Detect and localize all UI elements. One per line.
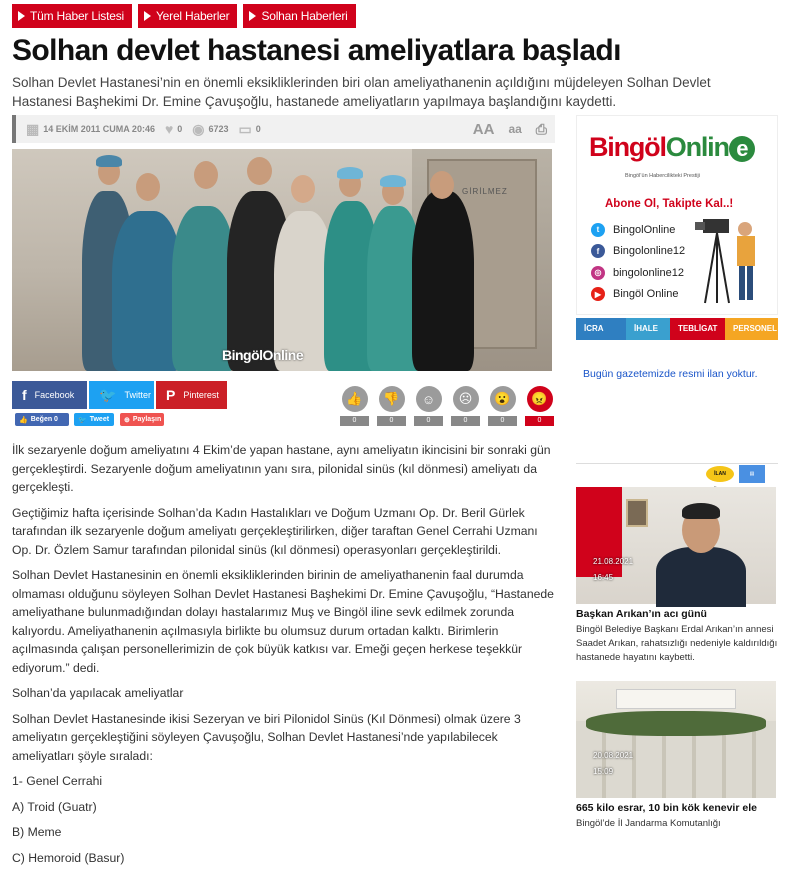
news-date: 20.08.2021 xyxy=(593,751,634,760)
heart-icon: ♥ xyxy=(164,121,174,137)
comment-icon: ▭ xyxy=(238,120,252,137)
tab-ihale[interactable]: İHALE xyxy=(626,318,670,340)
nav-local-news-button[interactable] xyxy=(138,4,237,28)
sidebar-news-item[interactable] xyxy=(576,487,778,665)
article-subheading: Solhan’da yapılacak ameliyatlar xyxy=(12,686,184,700)
article-body xyxy=(12,441,555,874)
watermark-part: Bingöl xyxy=(222,347,263,363)
reaction-count: 0 xyxy=(525,416,554,426)
ad-social-label: BingolOnline xyxy=(613,223,676,236)
watermark-part: Onlin xyxy=(262,347,296,363)
article-lead: Solhan Devlet Hastanesi’nin en önemli eksikliklerinden biri olan ameliyathanenin açıldığını müjdeleyen Solhan Devlet Hastanesi Başhekimi Dr. Emine Çavuşoğlu, hastanede ameliyatların yapılmaya başlandığını kaydetti. xyxy=(12,75,711,109)
ad-social-list xyxy=(591,219,685,305)
meta-tools xyxy=(473,121,547,138)
twitter-share-label: Twitter xyxy=(124,390,151,400)
reaction-surprised[interactable] xyxy=(488,386,517,426)
reaction-count: 0 xyxy=(340,416,369,426)
calendar-icon: ▦ xyxy=(26,120,40,137)
play-arrow-icon xyxy=(144,11,151,21)
no-announcement-text: Bugün gazetemizde resmi ilan yoktur. xyxy=(583,368,758,380)
news-time: 15:09 xyxy=(593,767,614,776)
photo-person-head xyxy=(136,173,160,201)
tab-personel[interactable]: PERSONEL A xyxy=(725,318,778,340)
sidebar-news-item[interactable] xyxy=(576,681,778,831)
font-decrease-button[interactable]: aa xyxy=(508,122,522,136)
facebook-share-button[interactable] xyxy=(12,381,87,409)
article-paragraph: Solhan Devlet Hastanesinin en önemli eksikliklerinden birinin de ameliyathanenin faal durumda olmaması olduğunu söyleyen Solhan Devlet Hastanesi Başhekimi Dr. Emine Çavuşoğlu, “Hastanede ameliyathane bulunmadığından dolayı hastalarımız Muş ve Bingöl iline sevk edilmek zorunda kalıyordu. Ameliyathanenin açılmasıyla birlikte bu olumsuz durum ortadan kalktı. Birimlerin açılmasında çalışan personellerimizin de çok büyük katkısı var. Emeği geçen herkese teşekkür ediyorum.” dedi. xyxy=(12,568,554,675)
reaction-thumbs-up[interactable] xyxy=(340,386,369,426)
news-image xyxy=(576,487,776,604)
angry-icon: 😠 xyxy=(527,386,553,412)
twitter-share-button[interactable] xyxy=(89,381,154,409)
ad-social-item xyxy=(591,284,685,306)
reaction-sad[interactable] xyxy=(451,386,480,426)
cameraman-illustration xyxy=(695,211,765,306)
likes-meta xyxy=(165,121,182,137)
facebook-icon: f xyxy=(591,244,605,258)
thumbs-up-icon: 👍 xyxy=(342,386,368,412)
photo-person-head xyxy=(430,171,454,199)
article-paragraph: Solhan Devlet Hastanesinde ikisi Sezeryan ve biri Pilonidol Sinüs (Kıl Dönmesi) olmak üzere 3 ameliyatın gerçekleştiğini söyleyen Çavuşoğlu, Solhan Devlet Hastanesi’nde yapılabilecek ameliyatları şöyle sıraladı: xyxy=(12,711,521,763)
facebook-icon: f xyxy=(22,387,27,403)
tweet-button[interactable] xyxy=(74,413,114,426)
article-title: Solhan devlet hastanesi ameliyatlara başladı xyxy=(12,34,621,67)
reaction-count: 0 xyxy=(377,416,406,426)
photo-door-text: GİRİLMEZ xyxy=(462,187,508,196)
youtube-icon: ▶ xyxy=(591,287,605,301)
photo-person-head xyxy=(291,175,315,203)
news-date: 21.08.2021 xyxy=(593,557,634,566)
tab-tebligat[interactable]: TEBLİGAT xyxy=(670,318,725,340)
views-meta xyxy=(192,121,228,138)
article-date: 14 EKİM 2011 CUMA 20:46 xyxy=(43,124,155,134)
pinterest-share-button[interactable] xyxy=(156,381,227,409)
smile-icon: ☺ xyxy=(416,386,442,412)
top-nav xyxy=(12,4,356,28)
share-icon: ⊕ xyxy=(124,416,130,424)
news-title: 665 kilo esrar, 10 bin kök kenevir ele xyxy=(576,802,757,814)
sidebar-ad-banner[interactable] xyxy=(576,115,778,315)
facebook-share-label: Facebook xyxy=(34,390,75,400)
photo-person-cap xyxy=(337,167,363,179)
article-meta-bar xyxy=(12,115,555,143)
ad-social-label: Bingolonline12 xyxy=(613,245,686,258)
photo-watermark xyxy=(222,347,303,363)
date-meta xyxy=(26,121,155,138)
twitter-icon: 🐦 xyxy=(78,416,87,424)
photo-person-head xyxy=(194,161,218,189)
reaction-thumbs-down[interactable] xyxy=(377,386,406,426)
ad-social-label: bingolonline12 xyxy=(613,266,684,279)
thumbs-down-icon: 👎 xyxy=(379,386,405,412)
twitter-icon: t xyxy=(591,223,605,237)
nav-solhan-news-button[interactable] xyxy=(243,4,355,28)
comments-count: 0 xyxy=(255,124,261,134)
article-paragraph: İlk sezaryenle doğum ameliyatını 4 Ekim’de yapan hastane, aynı ameliyatın ikincisini bir sonraki gün gerçekleştirdi. Sezaryenle doğum ameliyatının yanı sıra, pilonidal sinüs (kıl dönmesi) ameliyatı da gerçekleşti. xyxy=(12,443,551,494)
announcement-tabs xyxy=(576,318,785,340)
article-photo xyxy=(12,149,552,371)
share-button[interactable] xyxy=(120,413,164,426)
logo-part: Onlin xyxy=(665,132,729,162)
nav-button-label: Yerel Haberler xyxy=(155,9,230,23)
likes-count: 0 xyxy=(177,124,183,134)
views-count: 6723 xyxy=(208,124,229,134)
sad-icon: ☹ xyxy=(453,386,479,412)
banner xyxy=(616,689,736,709)
ad-slogan: Bingöl’ün Habercilikteki Prestiji xyxy=(625,173,700,179)
news-description: Bingöl Belediye Başkanı Erdal Arıkan’ın annesi Saadet Arıkan, rahatsızlığı nedeniyle kaldırıldığı hastanede hayatını kaybetti. xyxy=(576,624,778,663)
photo-person-cap xyxy=(96,155,122,167)
news-title: Başkan Arıkan’ın acı günü xyxy=(576,608,707,620)
article-list-item: C) Hemoroid (Basur) xyxy=(12,850,125,865)
gazette-icon[interactable]: ▤ xyxy=(739,465,765,483)
print-icon[interactable]: ⎙ xyxy=(535,120,547,137)
share-label: Paylaşın xyxy=(132,416,162,423)
reaction-count: 0 xyxy=(451,416,480,426)
nav-button-label: Tüm Haber Listesi xyxy=(30,9,124,23)
facebook-like-button[interactable] xyxy=(15,413,69,426)
person-body xyxy=(656,547,746,607)
tweet-label: Tweet xyxy=(89,416,110,423)
news-time: 16:45 xyxy=(593,573,614,582)
pinterest-icon: P xyxy=(166,387,176,403)
article-list-item: 1- Genel Cerrahi xyxy=(12,774,103,788)
article-paragraph: Geçtiğimiz hafta içerisinde Solhan’da Kadın Hastalıkları ve Doğum Uzmanı Op. Dr. Beril Gürlek tarafından ilk sezaryenle doğum ameliyatı gerçekleştirilirken, diğer taraftan Genel Cerrahi Uzmanı Op. Dr. Özlem Samur tarafından pilonidal sinüs (kıl dönmesi) operasyonları gerçekleştirildi. xyxy=(12,505,538,557)
photo-person-cap xyxy=(380,175,406,187)
article-list-item: A) Troid (Guatr) xyxy=(12,799,97,814)
surprised-icon: 😮 xyxy=(490,386,516,412)
reaction-angry[interactable] xyxy=(525,386,554,426)
ad-subscribe-text: Abone Ol, Takipte Kal..! xyxy=(605,198,734,210)
play-arrow-icon xyxy=(249,11,256,21)
news-image xyxy=(576,681,776,798)
ad-social-item xyxy=(591,219,685,241)
person-hair xyxy=(682,503,720,519)
logo-part: Bingöl xyxy=(589,132,666,162)
eye-icon: ◉ xyxy=(192,120,205,137)
tab-icra[interactable]: İCRA xyxy=(576,318,626,340)
portrait-frame xyxy=(626,499,648,527)
nav-all-news-button[interactable] xyxy=(12,4,132,28)
instagram-icon: ◎ xyxy=(591,266,605,280)
reactions xyxy=(340,386,554,426)
photo-person xyxy=(412,191,474,371)
ad-social-item xyxy=(591,262,685,284)
pinterest-share-label: Pinterest xyxy=(183,390,219,400)
nav-button-label: Solhan Haberleri xyxy=(261,9,348,23)
cannabis-pile xyxy=(586,711,766,736)
ilan-badge[interactable]: İLAN xyxy=(706,466,734,482)
comments-meta xyxy=(239,121,261,138)
like-icon: 👍 xyxy=(19,416,28,424)
article-list-item: B) Meme xyxy=(12,825,62,839)
reaction-count: 0 xyxy=(488,416,517,426)
reaction-count: 0 xyxy=(414,416,443,426)
facebook-like-label: Beğen 0 xyxy=(30,416,58,423)
news-description: Bingöl’de İl Jandarma Komutanlığı xyxy=(576,818,721,829)
play-arrow-icon xyxy=(18,11,25,21)
logo-part: e xyxy=(729,136,755,162)
bingolonline-logo xyxy=(589,132,755,163)
ad-social-item xyxy=(591,241,685,263)
ad-social-label: Bingöl Online xyxy=(613,288,679,301)
font-increase-button[interactable]: AA xyxy=(472,120,495,138)
watermark-part: e xyxy=(295,347,304,363)
photo-person-head xyxy=(247,157,272,185)
twitter-icon: 🐦 xyxy=(99,386,117,403)
ilan-bar xyxy=(576,463,778,485)
reaction-smile[interactable] xyxy=(414,386,443,426)
